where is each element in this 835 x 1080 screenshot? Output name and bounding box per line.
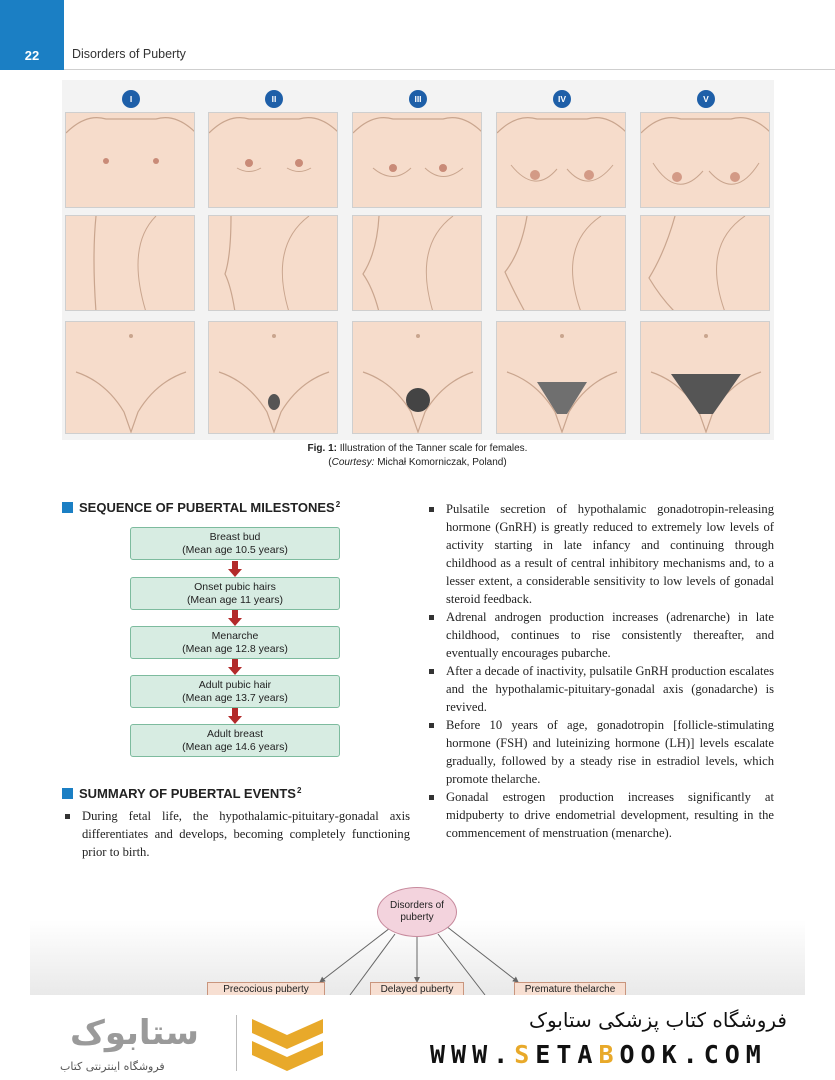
figure-credit: (Courtesy: Michał Komorniczak, Poland)	[328, 457, 507, 468]
logo-divider	[236, 1015, 237, 1071]
stage-badge-1: I	[122, 90, 140, 108]
running-title: Disorders of Puberty	[72, 47, 186, 61]
setabook-logo-subtitle: فروشگاه اینترنتی کتاب	[60, 1060, 165, 1073]
diagram-root-node: Disorders of puberty	[377, 887, 457, 937]
list-item: During fetal life, the hypothalamic-pituitary-gonadal axis differentiates and develops, becoming completely functioning prior to birth.	[62, 807, 410, 861]
list-item: Gonadal estrogen production increases significantly at midpuberty to drive endometrial development, resulting in the commencement of menstruation (menarche).	[426, 788, 774, 842]
milestone-step-3: Menarche (Mean age 12.8 years)	[130, 626, 340, 659]
milestones-heading: SEQUENCE OF PUBERTAL MILESTONES $^2$	[62, 500, 340, 515]
stage-badge-5: V	[697, 90, 715, 108]
milestone-step-4: Adult pubic hair (Mean age 13.7 years)	[130, 675, 340, 708]
summary-heading: SUMMARY OF PUBERTAL EVENTS $^2$	[62, 786, 301, 801]
diagram-node-delayed: Delayed puberty	[370, 982, 464, 996]
list-item: Before 10 years of age, gonadotropin [follicle-stimulating hormone (FSH) and luteinizing hormone (LH)] levels escalate gradually, followed by a steady rise in estradiol levels, which promote thelarche.	[426, 716, 774, 788]
stage-badge-3: III	[409, 90, 427, 108]
list-item: After a decade of inactivity, pulsatile GnRH production escalates and the hypothalamic-pituitary-gonadal axis (gonadarche) is revived.	[426, 662, 774, 716]
page-number: 22	[0, 40, 64, 70]
stage-badge-4: IV	[553, 90, 571, 108]
milestone-step-2: Onset pubic hairs (Mean age 11 years)	[130, 577, 340, 610]
setabook-logo-text: ستابوک	[70, 1013, 199, 1053]
stage-badge-2: II	[265, 90, 283, 108]
diagram-node-precocious: Precocious puberty	[207, 982, 325, 996]
shop-name: فروشگاه کتاب پزشکی ستابوک	[529, 1008, 787, 1032]
milestone-step-1: Breast bud (Mean age 10.5 years)	[130, 527, 340, 560]
chevron-logo-icon	[250, 1015, 325, 1075]
list-item: Adrenal androgen production increases (adrenarche) in late childhood, continues to rise consistently thereafter, and eventually encourages pubarche.	[426, 608, 774, 662]
list-item: Pulsatile secretion of hypothalamic gonadotropin-releasing hormone (GnRH) is greatly reduced to extremely low levels of activity starting in late infancy and continuing through childhood as a result of central inhibitory mechanisms and, to a lesser extent, a considerable sensitivity to low levels of gonadal steroid feedback.	[426, 500, 774, 608]
shop-url[interactable]: WWW.SETABOOK.COM	[430, 1040, 767, 1069]
diagram-node-thelarche: Premature thelarche	[514, 982, 626, 996]
milestone-step-5: Adult breast (Mean age 14.6 years)	[130, 724, 340, 757]
figure-caption: Fig. 1: Illustration of the Tanner scale for females.	[307, 443, 528, 454]
